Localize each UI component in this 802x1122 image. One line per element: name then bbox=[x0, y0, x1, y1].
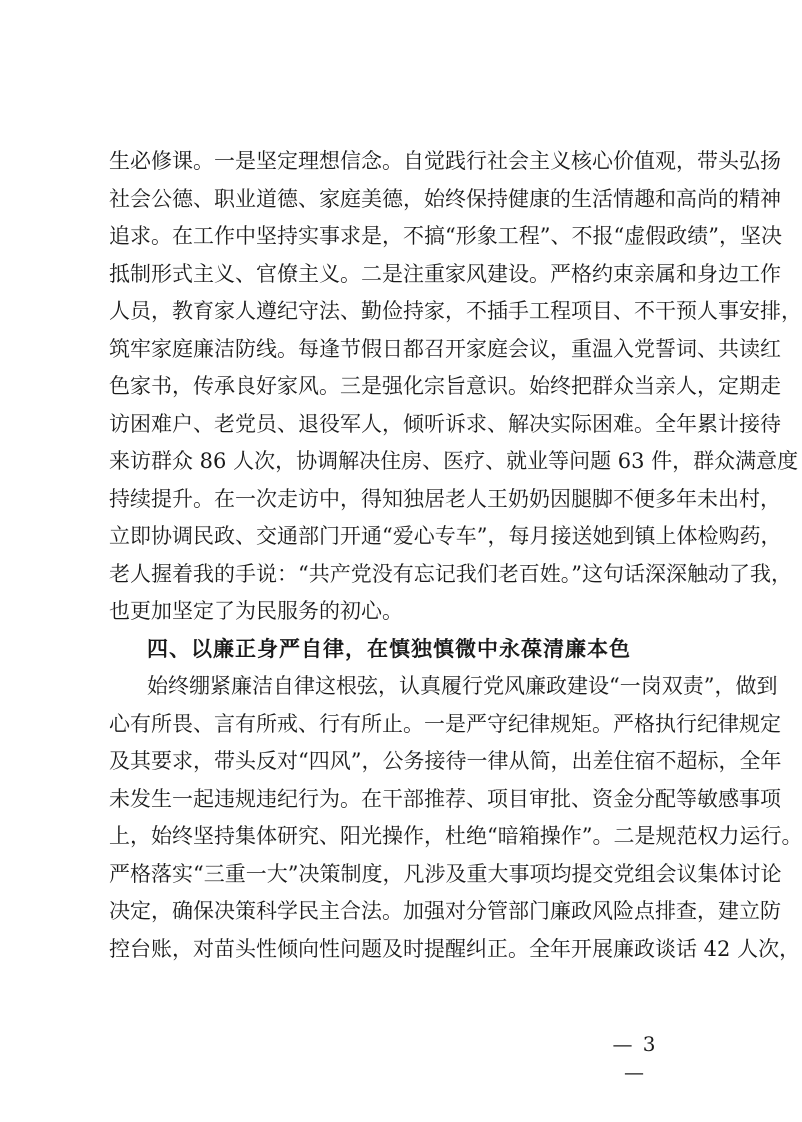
text-line: 立即协调民政、交通部门开通“爱心专车”，每月接送她到镇上体检购药， bbox=[109, 524, 782, 548]
paragraph-2 bbox=[109, 668, 802, 968]
text-line: 人员，教育家人遵纪守法、勤俭持家，不插手工程项目、不干预人事安排， bbox=[109, 299, 802, 323]
text-line: 访困难户、老党员、退役军人，倾听诉求、解决实际困难。全年累计接待 bbox=[109, 411, 781, 436]
text-line: 色家书，传承良好家风。三是强化宗旨意识。始终把群众当亲人，定期走 bbox=[109, 374, 781, 398]
text-line: 持续提升。在一次走访中，得知独居老人王奶奶因腿脚不便多年未出村， bbox=[109, 486, 781, 511]
text-line: 来访群众 86 人次，协调解决住房、医疗、就业等问题 63 件，群众满意度 bbox=[109, 449, 799, 473]
page-number: — 3 — bbox=[612, 1032, 658, 1084]
text-line: 追求。在工作中坚持实事求是，不搞“形象工程”、不报“虚假政绩”，坚决 bbox=[109, 224, 782, 248]
text-line: 控台账，对苗头性倾向性问题及时提醒纠正。全年开展廉政谈话 42 人次， bbox=[109, 936, 801, 961]
text-line: 社会公德、职业道德、家庭美德，始终保持健康的生活情趣和高尚的精神 bbox=[109, 186, 781, 211]
paragraph-1 bbox=[109, 143, 802, 631]
text-line: 未发生一起违规违纪行为。在干部推荐、项目审批、资金分配等敏感事项 bbox=[109, 786, 781, 811]
text-line: 始终绷紧廉洁自律这根弦，认真履行党风廉政建设“一岗双责”，做到 bbox=[147, 674, 778, 698]
text-line: 严格落实“三重一大”决策制度，凡涉及重大事项均提交党组会议集体讨论 bbox=[109, 861, 782, 886]
text-line: 老人握着我的手说：“共产党没有忘记我们老百姓。”这句话深深触动了我， bbox=[109, 561, 792, 586]
text-line: 心有所畏、言有所戒、行有所止。一是严守纪律规矩。严格执行纪律规定 bbox=[109, 711, 781, 736]
document-body bbox=[109, 143, 802, 968]
text-line: 筑牢家庭廉洁防线。每逢节假日都召开家庭会议，重温入党誓词、共读红 bbox=[109, 336, 781, 361]
section-heading: 四、以廉正身严自律，在慎独慎微中永葆清廉本色 bbox=[147, 636, 631, 661]
text-line: 生必修课。一是坚定理想信念。自觉践行社会主义核心价值观，带头弘扬 bbox=[109, 149, 781, 173]
text-line: 抵制形式主义、官僚主义。二是注重家风建设。严格约束亲属和身边工作 bbox=[109, 261, 781, 286]
text-line: 上，始终坚持集体研究、阳光操作，杜绝“暗箱操作”。二是规范权力运行。 bbox=[109, 824, 802, 848]
text-line: 也更加坚定了为民服务的初心。 bbox=[109, 599, 403, 623]
text-line: 决定，确保决策科学民主合法。加强对分管部门廉政风险点排查，建立防 bbox=[109, 899, 781, 923]
text-line: 及其要求，带头反对“四风”，公务接待一律从简，出差住宿不超标，全年 bbox=[109, 749, 782, 773]
